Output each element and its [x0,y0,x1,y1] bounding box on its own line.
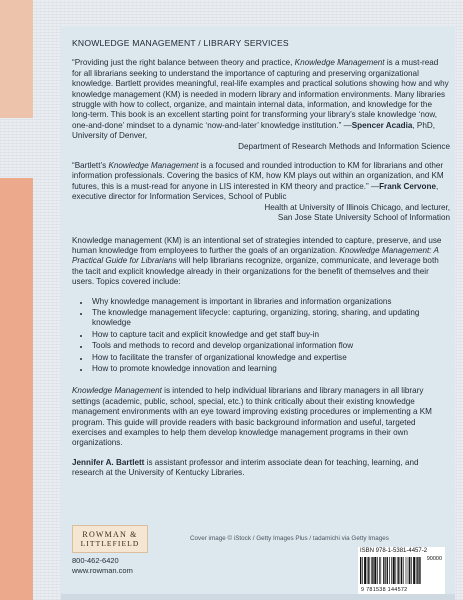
panel-edge [61,594,455,600]
barcode-bar [395,557,396,584]
barcode-bar [393,557,395,584]
barcode-digits: 9 781538 144572 [361,587,408,593]
barcode-bar [368,557,369,584]
list-item: • How to facilitate the transfer of organizational knowledge and expertise [90,353,450,363]
barcode-bar [391,557,392,584]
barcode-bar [411,557,412,584]
list-item: • Why knowledge management is important in libraries and information organizations [90,297,450,307]
back-cover-content [72,38,450,488]
endorsement-quote-2: “Bartlett’s Knowledge Management is a focused and rounded introduction to KM for librarians and other information professionals. Covering the basics of KM, how KM plays out within an organization, and KM futures, this is a must-read for anyone in LIS interested in KM theory and practice.” —Frank Cervone, executive director for Information Services, School of Public Health at University of Illinois Chicago, and lecturer, San Jose State University School of Information [72,161,450,223]
barcode-bar [372,557,373,584]
quote1-author: Spencer Acadia [351,120,413,130]
cover-image-credit: Cover image © iStock / Getty Images Plus / tadamichi via Getty Images [190,535,389,542]
barcode-bar [417,557,418,584]
barcode-bar [371,557,372,584]
barcode-bar [416,557,417,584]
barcode-icon [360,557,422,584]
barcode-bar [397,557,398,584]
topics-list [72,297,450,375]
endorsement-quote-1: “Providing just the right balance between theory and practice, Knowledge Management is a must-read for all librarians seeking to understand the importance of capturing and preserving organizational knowledge. Bartlett provides meaningful, real-life examples and practical solutions showing how and why knowledge management (KM) is needed in modern library and information environments. Many libraries struggle with how to collect, organize, and maintain internal data, information, and knowledge for the long-term. This book is an excellent starting point for transforming your library’s stale knowledge ‘now, one-and-done’ mindset to a dynamic ‘now-and-later’ knowledge institution.” —Spencer Acadia, PhD, University of Denver, Department of Research Methods and Information Science [72,58,450,151]
barcode-bar [389,557,390,584]
intro-paragraph: Knowledge management (KM) is an intentional set of strategies intended to capture, preserve, and use human knowledge from employees to further the goals of an organization. Knowledge Management: A Practical Guide for Librarians will help librarians recognize, organize, communicate, and leverage both the tacit and explicit knowledge already in their organizations for the benefit of themselves and their users. Topics covered include: [72,235,442,287]
author-name: Jennifer A. Bartlett [72,457,145,467]
barcode-bar [367,557,368,584]
barcode-bar [380,557,381,584]
barcode-bar [406,557,407,584]
list-item: • The knowledge management lifecycle: capturing, organizing, storing, sharing, and updating knowledge [90,308,450,329]
barcode-bar [360,557,361,584]
list-item: • How to promote knowledge innovation and learning [90,364,450,374]
decorative-peach-strip-top [0,0,33,118]
decorative-peach-strip-bottom [0,178,33,600]
barcode-bar [379,557,380,584]
barcode-bar [413,557,415,584]
barcode-bar [408,557,409,584]
barcode-bar [409,557,410,584]
barcode-bar [419,557,420,584]
barcode-bar [385,557,386,584]
quote2-author: Frank Cervone [379,181,436,191]
barcode-bar [400,557,401,584]
barcode-bar [364,557,366,584]
price-code: 90000 [426,556,442,562]
barcode-bar [374,557,376,584]
summary-paragraph: Knowledge Management is intended to help individual librarians and library managers in all library settings (academic, public, school, special, etc.) to think critically about their existing knowledge management environments with an eye toward improving existing procedures or implementing a KM program. This guide will provide readers with basic background information and useful, targeted exercises and examples to help them develop knowledge management programs in their own organizations. [72,386,432,448]
list-item: • How to capture tacit and explicit knowledge and get staff buy-in [90,330,450,340]
isbn-number: ISBN 978-1-5381-4457-2 [360,548,428,554]
publisher-logo: ROWMAN & LITTLEFIELD [72,525,148,553]
list-item: • Tools and methods to record and develop organizational information flow [90,341,450,351]
publisher-website: www.rowman.com [72,566,133,575]
category-heading: KNOWLEDGE MANAGEMENT / LIBRARY SERVICES [72,38,289,48]
barcode-bar [401,557,402,584]
author-bio: Jennifer A. Bartlett is assistant professor and interim associate dean for teaching, learning, and research at the University of Kentucky Libraries. [72,457,419,478]
isbn-barcode [358,547,445,594]
barcode-bar [387,557,388,584]
barcode-bar [403,557,404,584]
publisher-phone: 800-462-6420 [72,556,119,565]
barcode-bar [362,557,363,584]
barcode-bar [377,557,378,584]
barcode-bar [383,557,384,584]
